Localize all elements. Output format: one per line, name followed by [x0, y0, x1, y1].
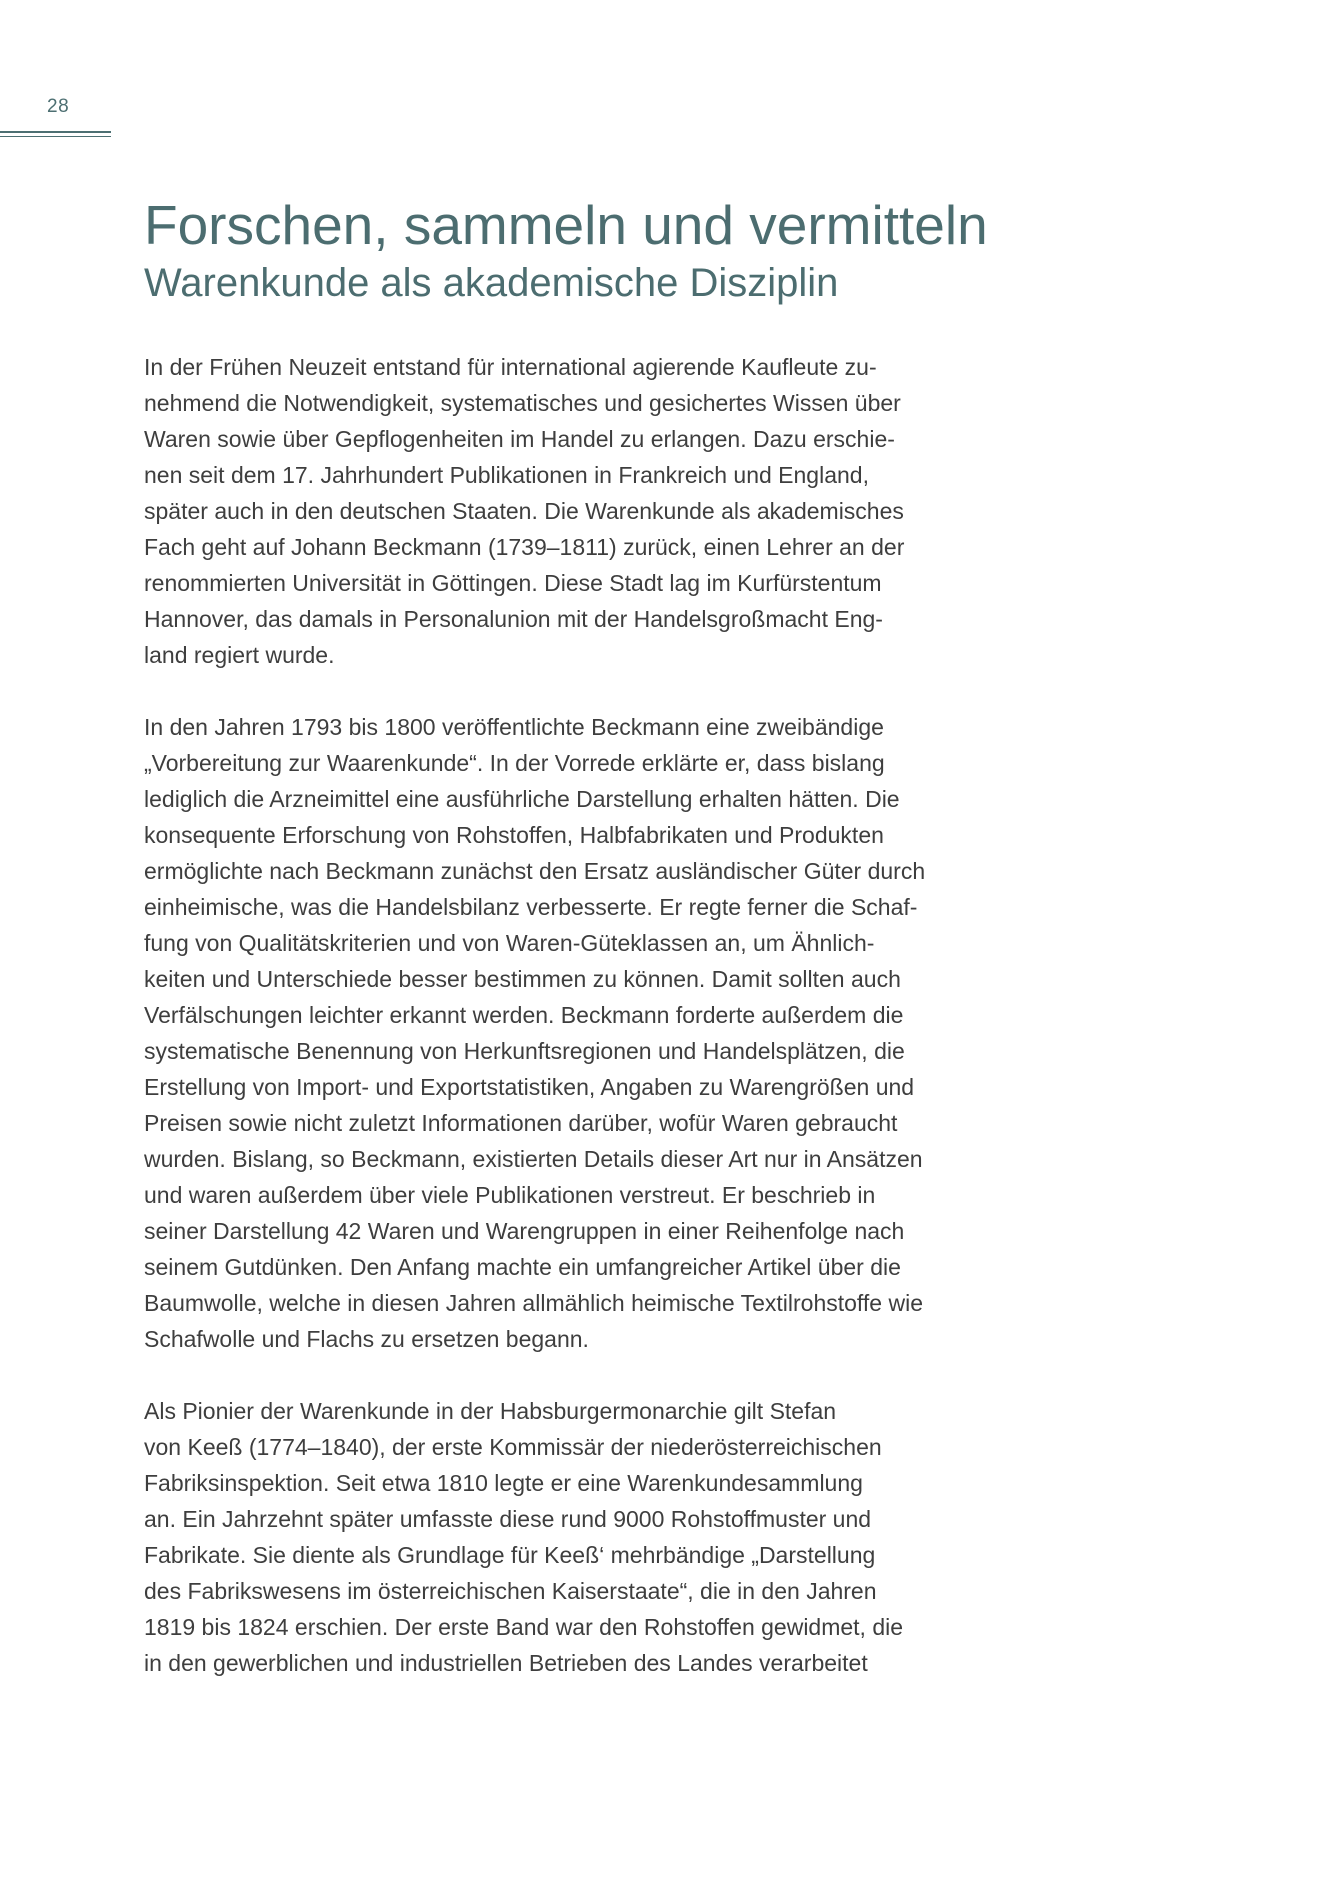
text-line: an. Ein Jahrzehnt später umfasste diese rund 9000 Rohstoffmuster und: [144, 1506, 872, 1532]
text-line: Schafwolle und Flachs zu ersetzen begann.: [144, 1326, 589, 1352]
text-line: Baumwolle, welche in diesen Jahren allmählich heimische Textilrohstoffe wie: [144, 1290, 923, 1316]
text-line: Fabrikate. Sie diente als Grundlage für Keeß‘ mehrbändige „Darstellung: [144, 1542, 876, 1568]
text-line: einheimische, was die Handelsbilanz verbesserte. Er regte ferner die Schaf-: [144, 894, 918, 920]
text-line: renommierten Universität in Göttingen. Diese Stadt lag im Kurfürstentum: [144, 570, 882, 596]
header-rule-bottom: [0, 136, 111, 137]
paragraph: [144, 1393, 1044, 1681]
text-line: nen seit dem 17. Jahrhundert Publikationen in Frankreich und England,: [144, 462, 869, 488]
text-line: ermöglichte nach Beckmann zunächst den Ersatz ausländischer Güter durch: [144, 858, 926, 884]
text-line: seinem Gutdünken. Den Anfang machte ein umfangreicher Artikel über die: [144, 1254, 901, 1280]
text-line: systematische Benennung von Herkunftsregionen und Handelsplätzen, die: [144, 1038, 905, 1064]
text-line: 1819 bis 1824 erschien. Der erste Band war den Rohstoffen gewidmet, die: [144, 1614, 904, 1640]
text-line: Als Pionier der Warenkunde in der Habsburgermonarchie gilt Stefan: [144, 1398, 837, 1424]
text-line: von Keeß (1774–1840), der erste Kommissär der niederösterreichischen: [144, 1434, 882, 1460]
text-line: In der Frühen Neuzeit entstand für international agierende Kaufleute zu-: [144, 354, 877, 380]
header-rule-top: [0, 131, 111, 133]
text-line: lediglich die Arzneimittel eine ausführliche Darstellung erhalten hätten. Die: [144, 786, 900, 812]
text-line: Erstellung von Import- und Exportstatistiken, Angaben zu Warengrößen und: [144, 1074, 915, 1100]
paragraph: [144, 709, 1044, 1357]
text-line: keiten und Unterschiede besser bestimmen zu können. Damit sollten auch: [144, 966, 901, 992]
text-line: wurden. Bislang, so Beckmann, existierten Details dieser Art nur in Ansätzen: [144, 1146, 923, 1172]
page-title: Forschen, sammeln und vermitteln: [144, 194, 988, 256]
text-line: fung von Qualitätskriterien und von Waren-Güteklassen an, um Ähnlich-: [144, 930, 875, 956]
text-line: Fach geht auf Johann Beckmann (1739–1811) zurück, einen Lehrer an der: [144, 534, 905, 560]
text-line: Waren sowie über Gepflogenheiten im Handel zu erlangen. Dazu erschie-: [144, 426, 895, 452]
text-line: seiner Darstellung 42 Waren und Warengruppen in einer Reihenfolge nach: [144, 1218, 905, 1244]
text-line: in den gewerblichen und industriellen Betrieben des Landes verarbeitet: [144, 1650, 868, 1676]
text-line: konsequente Erforschung von Rohstoffen, Halbfabrikaten und Produkten: [144, 822, 884, 848]
paragraph: [144, 349, 1044, 673]
heading-block: [144, 192, 1204, 308]
text-line: In den Jahren 1793 bis 1800 veröffentlichte Beckmann eine zweibändige: [144, 714, 884, 740]
text-line: land regiert wurde.: [144, 642, 335, 668]
text-line: Fabriksinspektion. Seit etwa 1810 legte er eine Warenkundesammlung: [144, 1470, 863, 1496]
page-number: 28: [47, 96, 70, 117]
text-line: später auch in den deutschen Staaten. Die Warenkunde als akademisches: [144, 498, 904, 524]
page-subtitle: Warenkunde als akademische Disziplin: [144, 261, 839, 305]
text-line: Hannover, das damals in Personalunion mit der Handelsgroßmacht Eng-: [144, 606, 883, 632]
body-text: [144, 349, 1044, 1717]
text-line: „Vorbereitung zur Waarenkunde“. In der Vorrede erklärte er, dass bislang: [144, 750, 885, 776]
text-line: Verfälschungen leichter erkannt werden. Beckmann forderte außerdem die: [144, 1002, 904, 1028]
text-line: des Fabrikswesens im österreichischen Kaiserstaate“, die in den Jahren: [144, 1578, 877, 1604]
text-line: und waren außerdem über viele Publikationen verstreut. Er beschrieb in: [144, 1182, 876, 1208]
text-line: Preisen sowie nicht zuletzt Informationen darüber, wofür Waren gebraucht: [144, 1110, 898, 1136]
text-line: nehmend die Notwendigkeit, systematisches und gesichertes Wissen über: [144, 390, 901, 416]
